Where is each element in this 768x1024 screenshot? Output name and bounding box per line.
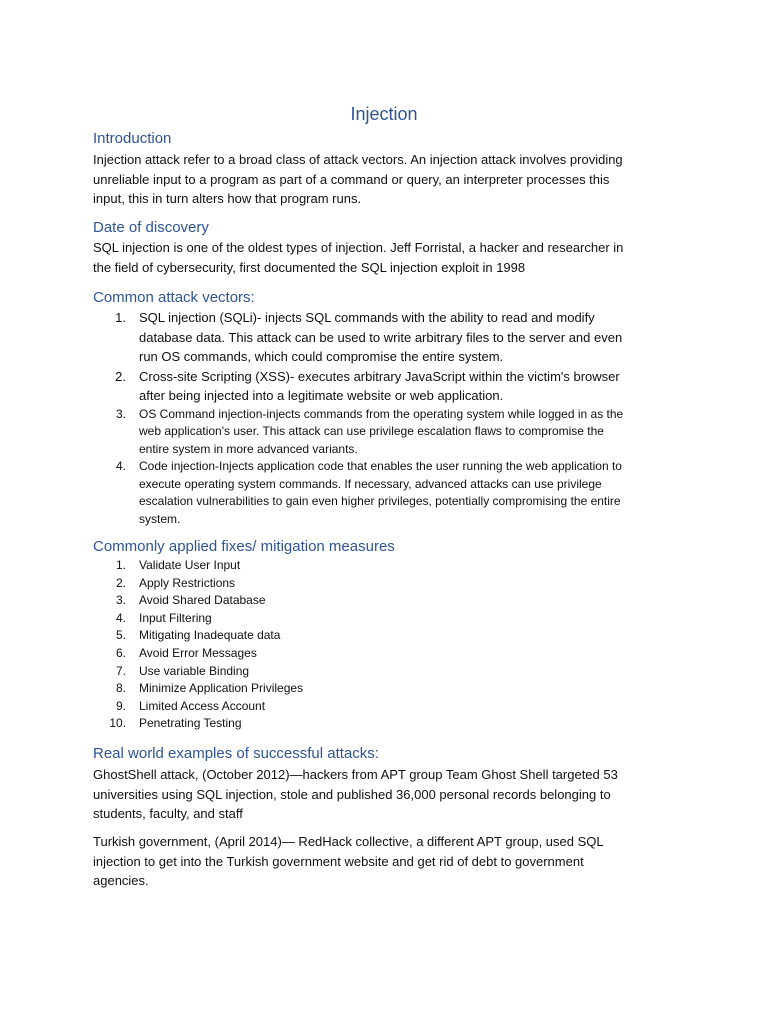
list-item: [93, 406, 693, 459]
list-item: [93, 680, 693, 698]
paragraph-line: Injection attack refer to a broad class of attack vectors. An injection attack involves providing: [93, 152, 623, 167]
vectors-list: [93, 308, 693, 528]
list-number: 4.: [115, 610, 126, 625]
list-number: 3.: [115, 593, 126, 608]
paragraph-line: injection to get into the Turkish government website and get rid of debt to government: [93, 853, 584, 869]
list-number: 10.: [109, 716, 126, 731]
list-item: [93, 592, 693, 610]
list-item-line: Cross-site Scripting (XSS)- executes arbitrary JavaScript within the victim's browser: [139, 368, 620, 384]
list-item-line: OS Command injection-injects commands from the operating system while logged in as the: [139, 406, 624, 421]
list-item: [93, 367, 693, 406]
list-item-line: Code injection-Injects application code that enables the user running the web application to: [139, 459, 622, 473]
list-item-text: Penetrating Testing: [139, 716, 242, 731]
list-item: [93, 610, 693, 628]
discovery-heading: Date of discovery: [93, 219, 209, 236]
list-number: 5.: [115, 628, 126, 643]
list-number: 8.: [115, 681, 126, 696]
list-item: [93, 575, 693, 593]
list-number: 6.: [115, 645, 126, 660]
paragraph-line: universities using SQL injection, stole and published 36,000 personal records belonging to: [93, 786, 611, 802]
fixes-heading: Commonly applied fixes/ mitigation measures: [93, 538, 395, 555]
list-item-text: Apply Restrictions: [139, 575, 236, 590]
list-item: [93, 645, 693, 663]
list-item-text: Mitigating Inadequate data: [139, 628, 281, 643]
list-item-text: Avoid Error Messages: [139, 645, 257, 660]
example-paragraph-turkish-government: [93, 832, 683, 891]
list-item-line: entire system in more advanced variants.: [139, 441, 358, 456]
list-item: [93, 715, 693, 733]
list-item-line: web application's user. This attack can use privilege escalation flaws to compromise the: [139, 424, 604, 438]
fixes-list: [93, 557, 693, 733]
list-number: 1.: [115, 310, 126, 325]
paragraph-line: unreliable input to a program as part of a command or query, an interpreter processes this: [93, 171, 610, 187]
list-item-line: SQL injection (SQLi)- injects SQL commands with the ability to read and modify: [139, 310, 595, 325]
paragraph-line: Turkish government, (April 2014)— RedHack collective, a different APT group, used SQL: [93, 834, 604, 849]
paragraph-line: agencies.: [93, 873, 149, 888]
list-item-line: database data. This attack can be used to write arbitrary files to the server and even: [139, 329, 623, 345]
list-item-text: Input Filtering: [139, 610, 212, 625]
paragraph-line: students, faculty, and staff: [93, 806, 243, 821]
introduction-heading: Introduction: [93, 130, 172, 147]
list-item-text: Validate User Input: [139, 558, 241, 572]
examples-heading: Real world examples of successful attacks:: [93, 745, 379, 762]
paragraph-line: SQL injection is one of the oldest types of injection. Jeff Forristal, a hacker and researcher in: [93, 240, 624, 255]
paragraph-line: the field of cybersecurity, first documented the SQL injection exploit in 1998: [93, 259, 526, 275]
list-item-text: Use variable Binding: [139, 663, 250, 678]
list-number: 9.: [115, 698, 126, 713]
paragraph-line: input, this in turn alters how that program runs.: [93, 191, 362, 206]
list-number: 4.: [115, 459, 126, 473]
list-number: 2.: [115, 368, 126, 384]
list-item-text: Minimize Application Privileges: [139, 681, 304, 696]
list-item-line: escalation vulnerabilities to gain even higher privileges, potentially compromising the entire: [139, 494, 621, 508]
list-item: [93, 627, 693, 645]
introduction-paragraph: [93, 150, 683, 209]
list-item-text: Limited Access Account: [139, 698, 266, 713]
list-item: [93, 698, 693, 716]
list-item: [93, 458, 693, 528]
list-item-text: Avoid Shared Database: [139, 593, 266, 608]
page-title: Injection: [350, 104, 418, 124]
list-item: [93, 308, 693, 367]
list-item-line: execute operating system commands. If necessary, advanced attacks can use privilege: [139, 476, 602, 491]
list-number: 1.: [115, 558, 126, 572]
list-item: [93, 557, 693, 575]
example-paragraph-ghostshell: [93, 765, 683, 824]
list-item-line: run OS commands, which could compromise the entire system.: [139, 349, 504, 364]
list-item: [93, 663, 693, 681]
list-item-line: system.: [139, 511, 181, 526]
list-number: 2.: [115, 575, 126, 590]
discovery-paragraph: [93, 238, 683, 277]
paragraph-line: GhostShell attack, (October 2012)—hackers from APT group Team Ghost Shell targeted 53: [93, 767, 618, 782]
list-number: 7.: [115, 663, 126, 678]
list-number: 3.: [115, 406, 126, 421]
vectors-heading: Common attack vectors:: [93, 289, 255, 306]
list-item-line: after being injected into a legitimate website or web application.: [139, 388, 504, 403]
